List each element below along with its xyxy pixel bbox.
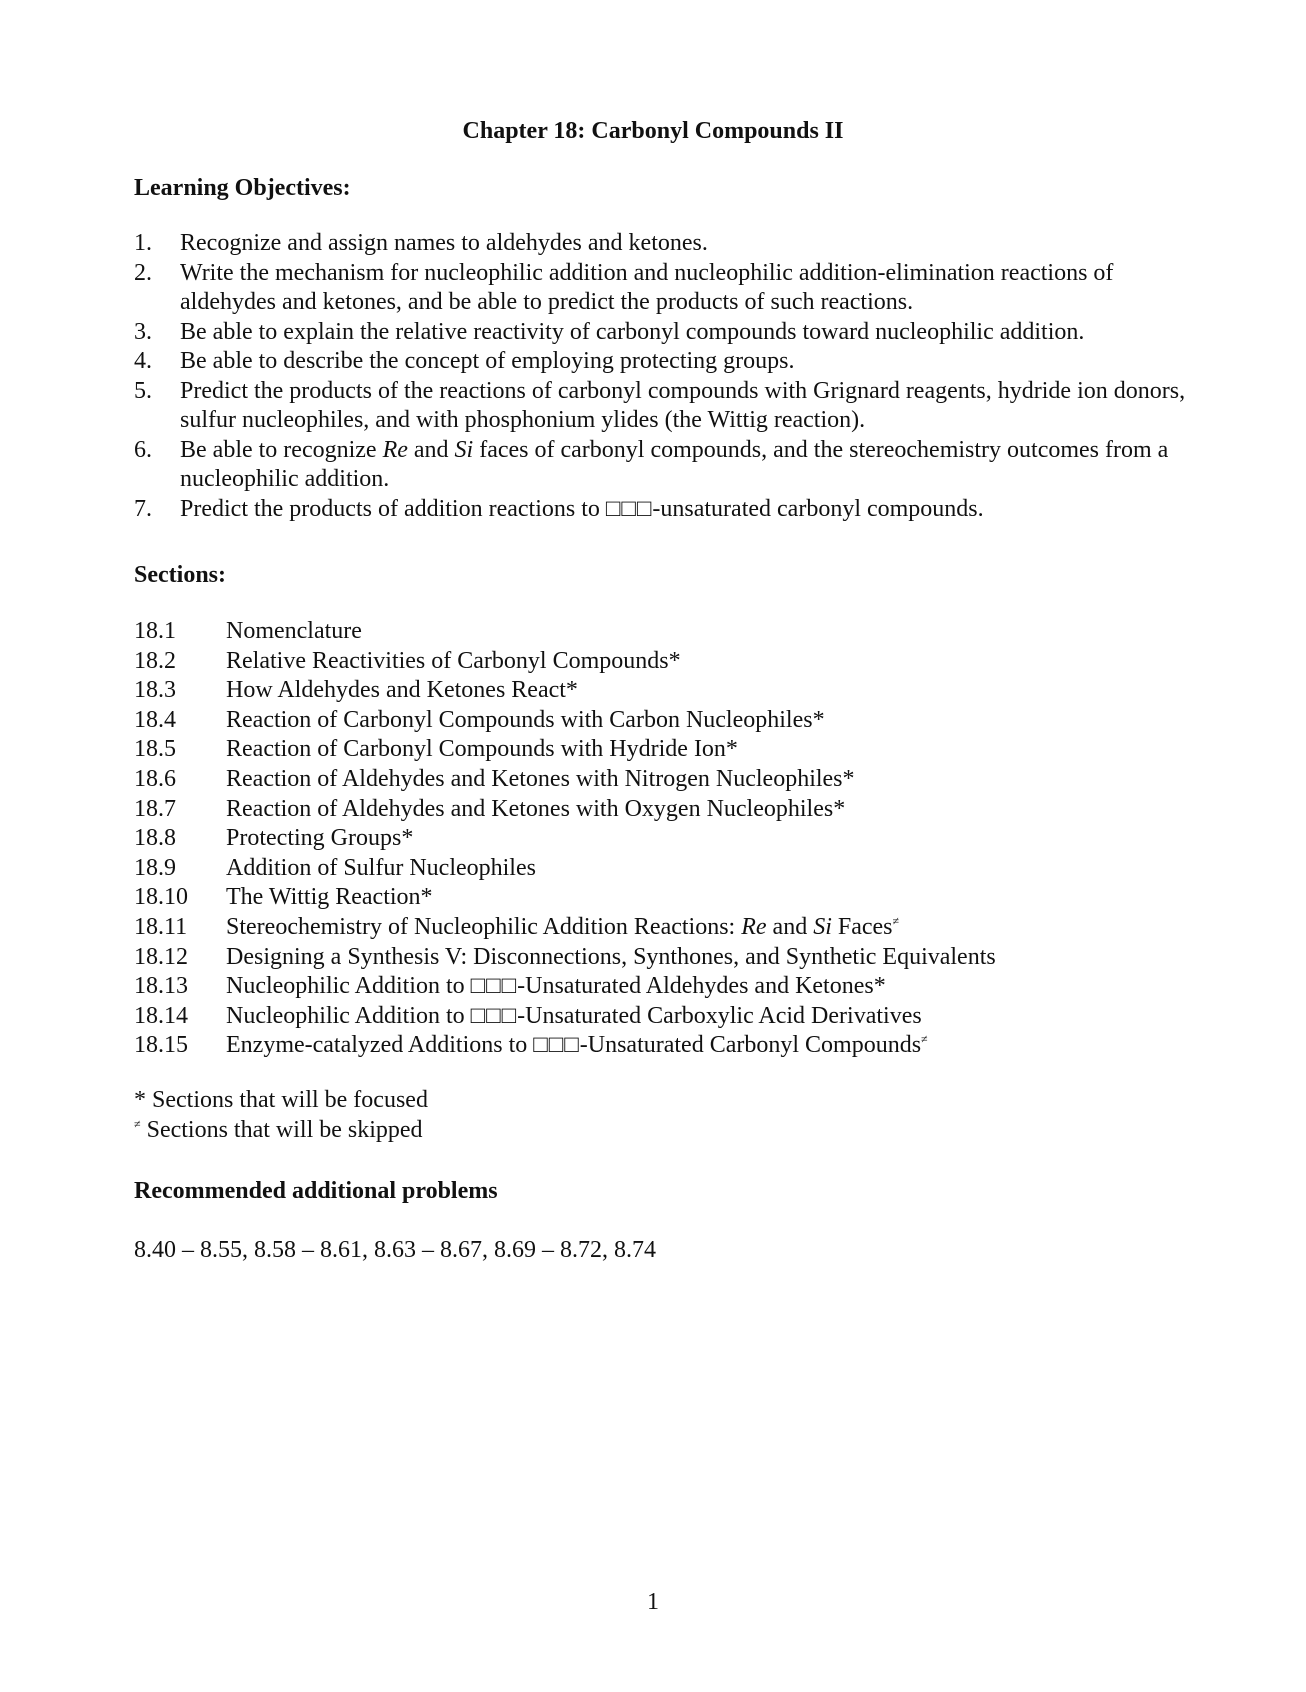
text-run: ≠ <box>892 913 900 928</box>
section-item-number: 18.8 <box>134 825 176 852</box>
text-run: Write the mechanism for nucleophilic addition and nucleophilic addition-elimination reactions of aldehydes and ketones, and be able to predict the products of such reactions. <box>180 259 1114 315</box>
text-run: -Unsaturated Aldehydes and Ketones* <box>517 973 886 1000</box>
objective-item-number: 2. <box>134 259 152 286</box>
section-title <box>226 1002 1194 1032</box>
skipped-note <box>134 1115 423 1145</box>
section-title <box>226 943 1194 973</box>
text-run: Reaction of Carbonyl Compounds with Hydride Ion* <box>226 736 738 763</box>
section-item <box>134 706 1194 736</box>
text-run: -Unsaturated Carbonyl Compounds <box>579 1032 922 1059</box>
objective-item-number: 3. <box>134 318 152 345</box>
objective-text <box>180 377 1194 436</box>
page-number: 1 <box>647 1589 659 1615</box>
text-run: □□□ <box>605 495 653 522</box>
section-item <box>134 943 1194 973</box>
objective-text <box>180 259 1194 318</box>
section-title <box>226 854 1194 884</box>
objective-text <box>180 495 1194 525</box>
section-item-number: 18.5 <box>134 736 176 763</box>
section-item <box>134 854 1194 884</box>
text-run: Nomenclature <box>226 618 362 644</box>
objective-item <box>134 347 1194 377</box>
text-run: □□□ <box>470 973 518 1000</box>
section-item-number: 18.14 <box>134 1002 188 1029</box>
objective-text <box>180 347 1194 377</box>
text-run: Relative Reactivities of Carbonyl Compounds* <box>226 647 681 674</box>
text-run: Si <box>454 436 474 463</box>
recommended-problems-heading: Recommended additional problems <box>134 1178 498 1204</box>
objective-item <box>134 377 1194 436</box>
text-run: Enzyme-catalyzed Additions to <box>226 1032 534 1059</box>
objective-text <box>180 229 1194 259</box>
text-run: Protecting Groups* <box>226 825 414 852</box>
text-run: Stereochemistry of Nucleophilic Addition Reactions: <box>226 913 742 940</box>
sections-heading: Sections: <box>134 562 226 588</box>
learning-objectives-heading: Learning Objectives: <box>134 175 351 201</box>
section-title <box>226 795 1194 825</box>
text-run: Re <box>382 436 408 463</box>
section-item-number: 18.4 <box>134 706 176 733</box>
text-run: Designing a Synthesis V: Disconnections, Synthones, and Synthetic Equivalents <box>226 943 996 970</box>
section-item-number: 18.11 <box>134 913 188 940</box>
recommended-problems-list: 8.40 – 8.55, 8.58 – 8.61, 8.63 – 8.67, 8.69 – 8.72, 8.74 <box>134 1237 656 1263</box>
section-item <box>134 795 1194 825</box>
text-run: Nucleophilic Addition to <box>226 1002 471 1029</box>
objective-item-number: 4. <box>134 348 152 374</box>
objective-item <box>134 259 1194 318</box>
text-run: Nucleophilic Addition to <box>226 973 471 1000</box>
text-run: Predict the products of the reactions of carbonyl compounds with Grignard reagents, hydride ion donors, sulfur nucleophiles, and with phosphonium ylides (the Wittig reaction). <box>180 377 1186 433</box>
text-run: Addition of Sulfur Nucleophiles <box>226 854 536 881</box>
text-run: Be able to recognize <box>180 436 383 463</box>
section-item <box>134 676 1194 706</box>
objective-item <box>134 495 1194 525</box>
section-item <box>134 765 1194 795</box>
objective-text <box>180 436 1194 495</box>
section-item-number: 18.10 <box>134 884 188 911</box>
section-item <box>134 647 1194 677</box>
section-title <box>226 706 1194 736</box>
text-run: Be able to explain the relative reactivity of carbonyl compounds toward nucleophilic addition. <box>180 318 1085 345</box>
objective-item-number: 7. <box>134 495 152 522</box>
section-item-number: 18.13 <box>134 973 188 1000</box>
objective-item-number: 5. <box>134 377 152 404</box>
learning-objectives-list <box>134 229 1194 524</box>
section-title <box>226 617 1194 647</box>
section-title <box>226 824 1194 854</box>
section-item <box>134 913 1194 943</box>
focused-note: * Sections that will be focused <box>134 1087 428 1113</box>
text-run: ≠ <box>921 1032 928 1047</box>
text-run: and <box>407 436 455 463</box>
section-title <box>226 972 1194 1002</box>
sections-list <box>134 617 1194 1061</box>
section-item <box>134 883 1194 913</box>
text-run: The Wittig Reaction* <box>226 884 433 911</box>
section-title <box>226 1031 1194 1061</box>
skipped-mark: ≠ <box>134 1117 141 1131</box>
section-title <box>226 647 1194 677</box>
objective-item <box>134 229 1194 259</box>
text-run: Reaction of Aldehydes and Ketones with Nitrogen Nucleophiles* <box>226 765 855 792</box>
section-title <box>226 883 1194 913</box>
section-item <box>134 1031 1194 1061</box>
section-item <box>134 617 1194 647</box>
section-title <box>226 676 1194 706</box>
objective-item-number: 1. <box>134 230 152 256</box>
section-item-number: 18.1 <box>134 618 176 644</box>
skipped-note-text: Sections that will be skipped <box>140 1117 423 1143</box>
section-item <box>134 824 1194 854</box>
section-item-number: 18.3 <box>134 677 176 704</box>
text-run: Be able to describe the concept of employing protecting groups. <box>180 348 795 374</box>
objective-item <box>134 318 1194 348</box>
section-title <box>226 765 1194 795</box>
section-item <box>134 972 1194 1002</box>
text-run: Re <box>741 913 767 940</box>
section-title <box>226 913 1194 943</box>
text-run: -unsaturated carbonyl compounds. <box>652 495 984 522</box>
objective-text <box>180 318 1194 348</box>
section-item-number: 18.9 <box>134 854 176 881</box>
section-title <box>226 735 1194 765</box>
objective-item <box>134 436 1194 495</box>
section-item-number: 18.2 <box>134 647 176 674</box>
section-item-number: 18.6 <box>134 765 176 792</box>
text-run: Reaction of Carbonyl Compounds with Carbon Nucleophiles* <box>226 706 825 733</box>
section-item <box>134 1002 1194 1032</box>
section-item-number: 18.15 <box>134 1032 188 1059</box>
text-run: Si <box>813 913 832 940</box>
text-run: and <box>766 913 814 940</box>
section-item-number: 18.7 <box>134 795 176 822</box>
text-run: □□□ <box>533 1032 580 1059</box>
text-run: □□□ <box>470 1002 518 1029</box>
text-run: How Aldehydes and Ketones React* <box>226 677 578 704</box>
section-item-number: 18.12 <box>134 943 188 970</box>
text-run: Predict the products of addition reactions to <box>180 495 606 522</box>
text-run: Reaction of Aldehydes and Ketones with Oxygen Nucleophiles* <box>226 795 846 822</box>
text-run: faces of carbonyl compounds, and the stereochemistry outcomes from a nucleophilic addition. <box>180 436 1169 492</box>
section-item <box>134 735 1194 765</box>
text-run: Recognize and assign names to aldehydes and ketones. <box>180 230 708 256</box>
text-run: Faces <box>831 913 893 940</box>
chapter-title: Chapter 18: Carbonyl Compounds II <box>462 118 844 144</box>
objective-item-number: 6. <box>134 436 152 463</box>
text-run: -Unsaturated Carboxylic Acid Derivatives <box>517 1002 922 1029</box>
